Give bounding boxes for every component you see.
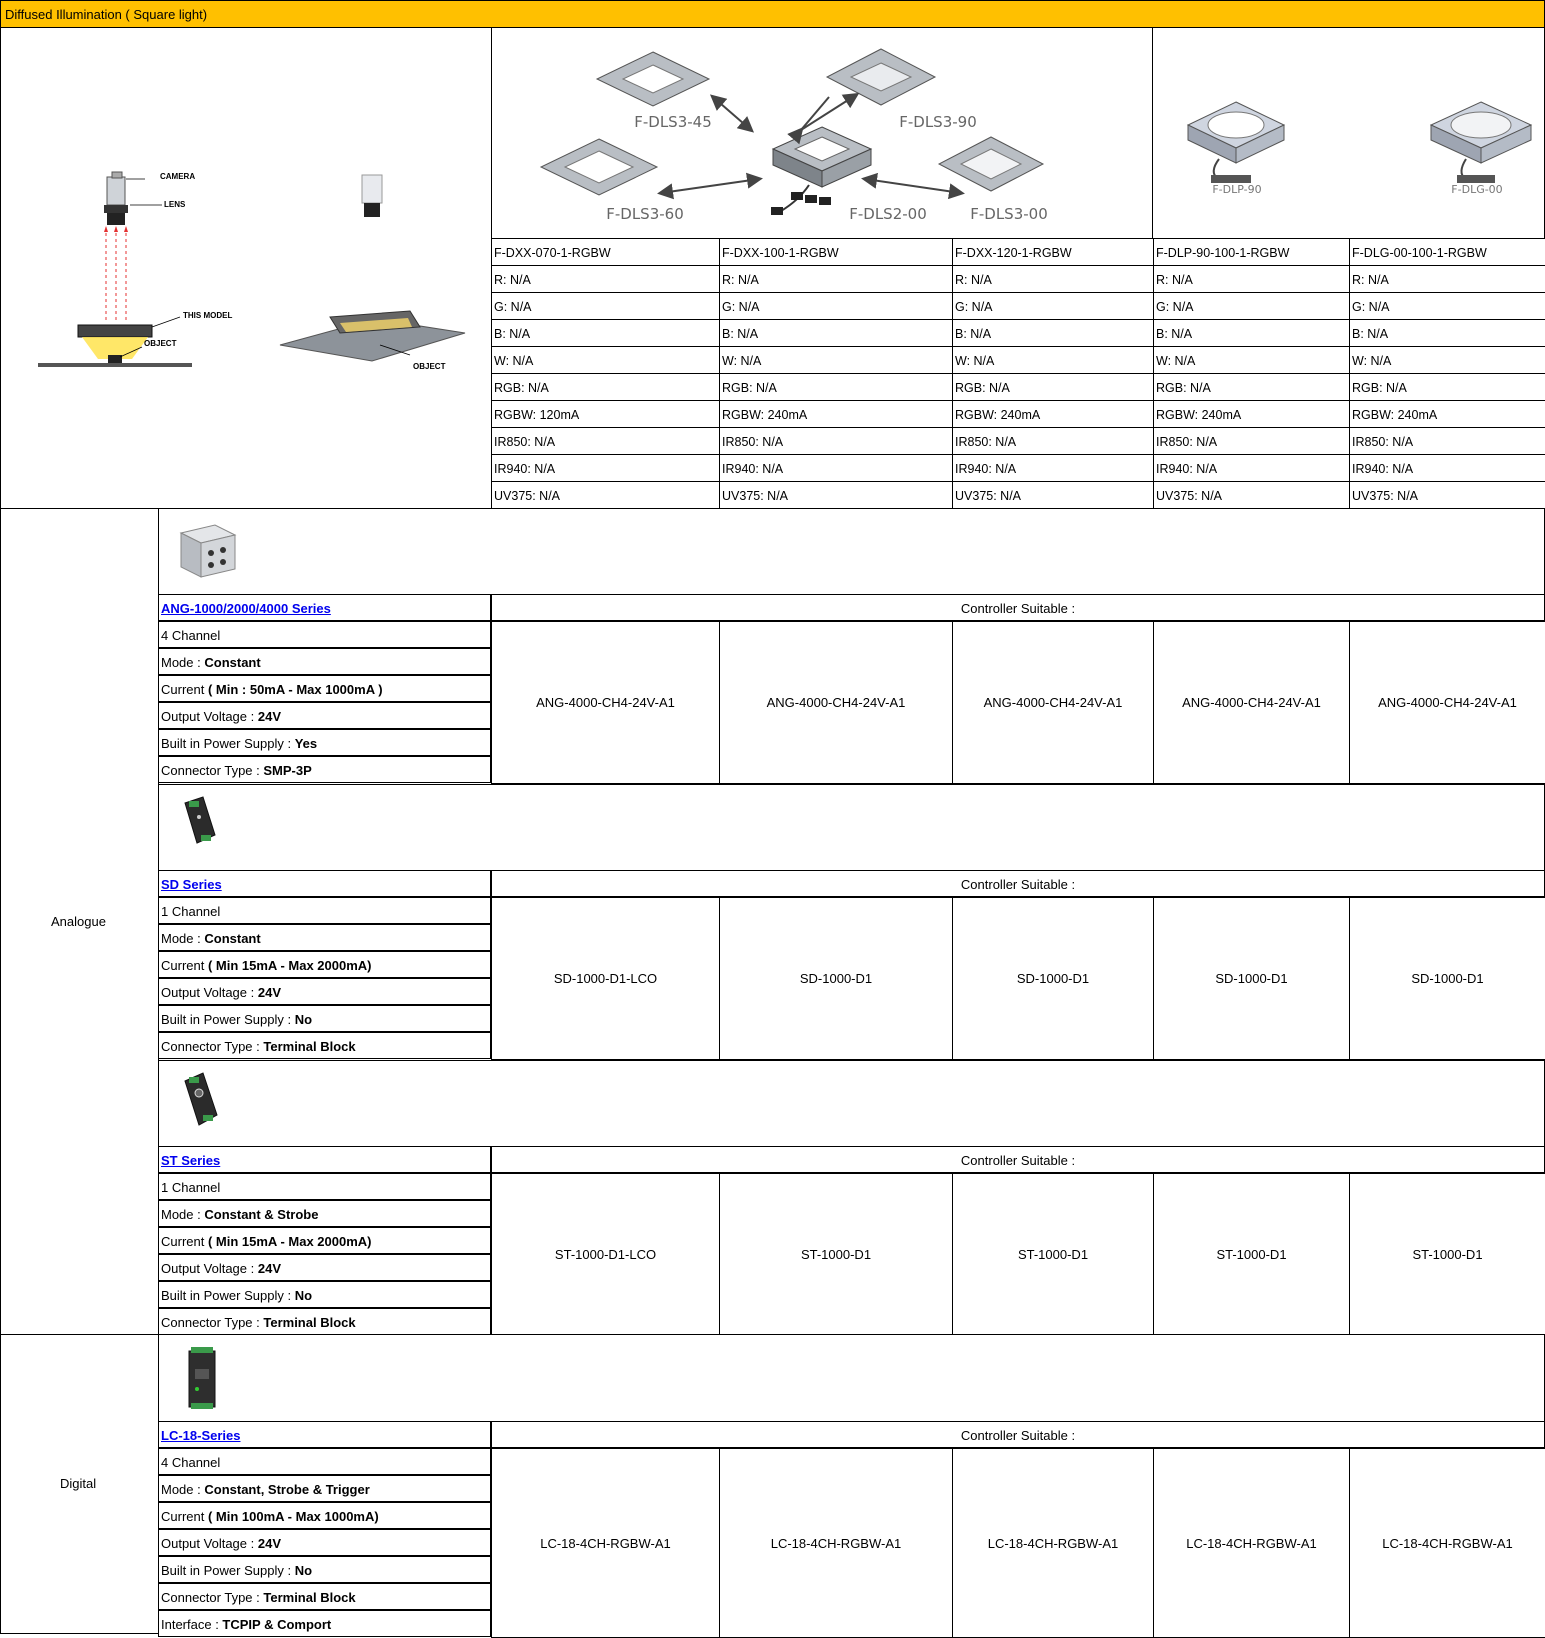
series-prop-label: Mode : bbox=[161, 655, 205, 670]
series-prop-value: 24V bbox=[257, 709, 281, 724]
spec-value-text: RGBW: 240mA bbox=[722, 408, 808, 422]
series-prop bbox=[161, 655, 261, 670]
spec-value-text: UV375: N/A bbox=[1352, 489, 1419, 503]
group-analogue-cell bbox=[0, 508, 159, 1335]
series-prop-label: Mode : bbox=[161, 931, 205, 946]
controller-model-text: SD-1000-D1 bbox=[1016, 971, 1090, 986]
spec-cell bbox=[1349, 427, 1545, 455]
spec-value-text: R: N/A bbox=[955, 273, 992, 287]
series-prop-value: Yes bbox=[294, 736, 318, 751]
spec-value-text: IR940: N/A bbox=[955, 462, 1017, 476]
controller-model-cell bbox=[1153, 621, 1350, 784]
controller-model-cell bbox=[1349, 897, 1545, 1060]
series-image-row bbox=[158, 1334, 1545, 1422]
series-prop-row bbox=[158, 1502, 491, 1529]
spec-cell bbox=[719, 454, 953, 482]
series-prop-label: Output Voltage : bbox=[161, 985, 258, 1000]
series-prop-value: ( Min 15mA - Max 2000mA) bbox=[207, 1234, 372, 1249]
spec-value-text: UV375: N/A bbox=[955, 489, 1022, 503]
group-label-digital: Digital bbox=[60, 1476, 97, 1491]
lens-icon bbox=[104, 205, 128, 213]
controller-suitable-label: Controller Suitable : bbox=[960, 601, 1076, 616]
spec-cell bbox=[1349, 346, 1545, 374]
spec-cell bbox=[1349, 265, 1545, 293]
series-link[interactable]: ANG-1000/2000/4000 Series bbox=[161, 601, 331, 616]
spec-value-text: RGBW: 120mA bbox=[494, 408, 580, 422]
diagram-label-this-model: THIS MODEL bbox=[183, 311, 233, 320]
controller-model-text: LC-18-4CH-RGBW-A1 bbox=[1382, 1535, 1513, 1551]
spec-value-text: IR850: N/A bbox=[1352, 435, 1414, 449]
series-prop bbox=[161, 931, 261, 946]
spec-cell bbox=[1153, 265, 1350, 293]
series-prop-value: Constant bbox=[204, 655, 261, 670]
spec-cell bbox=[491, 454, 720, 482]
spec-cell bbox=[719, 265, 953, 293]
controller-model-text: ST-1000-D1 bbox=[1216, 1247, 1287, 1262]
spec-value-text: IR940: N/A bbox=[722, 462, 784, 476]
spec-value-text: B: N/A bbox=[494, 327, 531, 341]
series-prop bbox=[161, 628, 220, 643]
series-prop-label: 4 Channel bbox=[161, 628, 221, 643]
controller-model-cell bbox=[952, 897, 1154, 1060]
controller-model-text: LC-18-4CH-RGBW-A1 bbox=[1186, 1535, 1317, 1551]
series-prop-value: No bbox=[294, 1288, 313, 1303]
controller-model-text: ST-1000-D1 bbox=[1412, 1247, 1483, 1262]
series-prop-label: 1 Channel bbox=[161, 1180, 221, 1195]
spec-value-text: RGBW: 240mA bbox=[1156, 408, 1242, 422]
controller-model-cell bbox=[719, 1448, 953, 1638]
series-prop bbox=[161, 958, 371, 973]
spec-value-text: R: N/A bbox=[722, 273, 759, 287]
series-image-row bbox=[158, 1060, 1545, 1147]
series-prop bbox=[161, 1482, 370, 1497]
spec-value-text: RGB: N/A bbox=[1352, 381, 1407, 395]
spec-value-text: IR850: N/A bbox=[494, 435, 556, 449]
spec-cell bbox=[1153, 346, 1350, 374]
spec-header-cell bbox=[491, 238, 720, 266]
controller-model-text: SD-1000-D1-LCO bbox=[553, 971, 658, 986]
series-prop bbox=[161, 1590, 356, 1605]
series-prop bbox=[161, 1261, 281, 1276]
spec-cell bbox=[952, 400, 1154, 428]
spec-value-text: W: N/A bbox=[955, 354, 995, 368]
spec-cell bbox=[719, 400, 953, 428]
spec-cell bbox=[719, 346, 953, 374]
series-prop-row bbox=[158, 1475, 491, 1502]
series-prop-value: No bbox=[294, 1012, 313, 1027]
series-prop-label: Built in Power Supply : bbox=[161, 736, 295, 751]
controller-model-text: SD-1000-D1 bbox=[799, 971, 873, 986]
f-dlg-00-image bbox=[1431, 102, 1531, 183]
series-prop bbox=[161, 1012, 312, 1027]
series-prop-value: No bbox=[294, 1563, 313, 1578]
series-prop-label: Output Voltage : bbox=[161, 1261, 258, 1276]
spec-value-text: B: N/A bbox=[1352, 327, 1389, 341]
series-link[interactable]: SD Series bbox=[161, 877, 222, 892]
series-prop-row bbox=[158, 1254, 491, 1281]
series-prop-row bbox=[158, 1448, 491, 1475]
spec-value-text: G: N/A bbox=[1156, 300, 1194, 314]
controller-model-cell bbox=[1349, 1448, 1545, 1638]
series-prop bbox=[161, 1455, 220, 1470]
series-prop-label: 1 Channel bbox=[161, 904, 221, 919]
spec-value-text: R: N/A bbox=[1352, 273, 1389, 287]
controller-model-cell bbox=[491, 621, 720, 784]
series-prop-row bbox=[158, 1281, 491, 1308]
series-prop-row bbox=[158, 1583, 491, 1610]
spec-header-cell bbox=[952, 238, 1154, 266]
controller-model-cell bbox=[719, 1173, 953, 1336]
label-f-dlp-90: F-DLP-90 bbox=[1212, 183, 1262, 196]
series-prop-row bbox=[158, 648, 491, 675]
spec-cell bbox=[719, 292, 953, 320]
series-prop-label: Built in Power Supply : bbox=[161, 1288, 295, 1303]
series-prop-label: Current bbox=[161, 682, 208, 697]
series-prop-label: Built in Power Supply : bbox=[161, 1563, 295, 1578]
spec-value-text: IR850: N/A bbox=[955, 435, 1017, 449]
series-prop bbox=[161, 682, 383, 697]
f-dls3-00-image bbox=[939, 137, 1043, 191]
spec-header-text: F-DXX-120-1-RGBW bbox=[955, 246, 1072, 260]
spec-cell bbox=[719, 373, 953, 401]
spec-cell bbox=[1349, 400, 1545, 428]
spec-header-cell bbox=[1153, 238, 1350, 266]
diagram-label-lens: LENS bbox=[164, 200, 186, 209]
series-prop-label: Connector Type : bbox=[161, 1315, 264, 1330]
label-f-dlg-00: F-DLG-00 bbox=[1451, 183, 1503, 196]
series-prop-row bbox=[158, 897, 491, 924]
series-prop-label: Interface : bbox=[161, 1617, 223, 1632]
controller-model-cell bbox=[1153, 897, 1350, 1060]
series-prop-row bbox=[158, 978, 491, 1005]
spec-header-cell bbox=[1349, 238, 1545, 266]
controller-ang-icon bbox=[175, 519, 239, 586]
controller-model-cell bbox=[952, 621, 1154, 784]
series-prop-label: Mode : bbox=[161, 1482, 205, 1497]
spec-cell bbox=[952, 292, 1154, 320]
controller-model-cell bbox=[491, 1173, 720, 1336]
spec-header-text: F-DLP-90-100-1-RGBW bbox=[1156, 246, 1290, 260]
series-prop bbox=[161, 1315, 356, 1330]
spec-cell bbox=[1349, 373, 1545, 401]
spec-value-text: RGBW: 240mA bbox=[1352, 408, 1438, 422]
series-prop-label: Current bbox=[161, 1509, 208, 1524]
series-name-row bbox=[158, 870, 491, 897]
spec-cell bbox=[1349, 319, 1545, 347]
series-prop-row bbox=[158, 729, 491, 756]
spec-value-text: B: N/A bbox=[955, 327, 992, 341]
series-prop bbox=[161, 1563, 312, 1578]
controller-model-text: SD-1000-D1 bbox=[1215, 971, 1288, 986]
spec-cell bbox=[491, 427, 720, 455]
spec-cell bbox=[952, 481, 1154, 509]
series-prop-row bbox=[158, 1173, 491, 1200]
series-prop bbox=[161, 985, 281, 1000]
series-prop-value: SMP-3P bbox=[263, 763, 312, 778]
spec-value-text: W: N/A bbox=[722, 354, 762, 368]
controller-model-text: ST-1000-D1 bbox=[1017, 1247, 1089, 1262]
spec-value-text: R: N/A bbox=[1156, 273, 1193, 287]
series-prop-row bbox=[158, 1610, 491, 1637]
controller-model-text: ANG-4000-CH4-24V-A1 bbox=[536, 695, 675, 710]
spec-cell bbox=[952, 454, 1154, 482]
sheet-title-bar bbox=[0, 0, 1545, 28]
spec-value-text: W: N/A bbox=[1156, 354, 1196, 368]
controller-suitable-header bbox=[491, 1421, 1545, 1448]
series-prop-row bbox=[158, 1556, 491, 1583]
spec-value-text: IR850: N/A bbox=[1156, 435, 1218, 449]
series-prop bbox=[161, 1234, 371, 1249]
series-prop bbox=[161, 709, 281, 724]
controller-model-text: ANG-4000-CH4-24V-A1 bbox=[1182, 695, 1321, 710]
series-prop-value: ( Min 100mA - Max 1000mA) bbox=[207, 1509, 379, 1524]
series-prop-row bbox=[158, 1005, 491, 1032]
series-prop bbox=[161, 904, 220, 919]
series-prop-label: Current bbox=[161, 958, 208, 973]
series-prop-value: 24V bbox=[257, 1536, 281, 1551]
series-prop-label: Connector Type : bbox=[161, 763, 264, 778]
spec-value-text: IR940: N/A bbox=[1352, 462, 1414, 476]
group-label-analogue: Analogue bbox=[51, 914, 106, 929]
series-prop-row bbox=[158, 924, 491, 951]
series-name-row bbox=[158, 1146, 491, 1173]
controller-model-cell bbox=[1349, 621, 1545, 784]
spec-cell bbox=[1349, 454, 1545, 482]
spec-cell bbox=[491, 346, 720, 374]
series-prop-label: Mode : bbox=[161, 1207, 205, 1222]
series-prop-value: Constant & Strobe bbox=[204, 1207, 319, 1222]
controller-model-text: ANG-4000-CH4-24V-A1 bbox=[983, 695, 1123, 710]
series-prop-row bbox=[158, 756, 491, 783]
series-prop-label: Connector Type : bbox=[161, 1590, 264, 1605]
spec-cell bbox=[1153, 454, 1350, 482]
spec-value-text: UV375: N/A bbox=[722, 489, 789, 503]
spec-value-text: RGB: N/A bbox=[494, 381, 549, 395]
series-prop-value: Terminal Block bbox=[263, 1315, 356, 1330]
spec-cell bbox=[719, 319, 953, 347]
series-prop-label: Output Voltage : bbox=[161, 1536, 258, 1551]
series-prop bbox=[161, 1180, 220, 1195]
spec-cell bbox=[1153, 427, 1350, 455]
series-prop-value: Terminal Block bbox=[263, 1590, 356, 1605]
spec-value-text: G: N/A bbox=[494, 300, 532, 314]
spec-cell bbox=[952, 373, 1154, 401]
spec-value-text: G: N/A bbox=[955, 300, 993, 314]
spec-value-text: UV375: N/A bbox=[1156, 489, 1223, 503]
series-prop bbox=[161, 1288, 312, 1303]
controller-model-cell bbox=[491, 1448, 720, 1638]
series-prop-row bbox=[158, 1200, 491, 1227]
sheet-title: Diffused Illumination ( Square light) bbox=[5, 7, 208, 22]
series-prop-value: Constant bbox=[204, 931, 261, 946]
spec-cell bbox=[719, 481, 953, 509]
series-prop-row bbox=[158, 621, 491, 648]
f-dls3-60-image bbox=[541, 139, 657, 195]
spec-cell bbox=[491, 373, 720, 401]
series-prop-row bbox=[158, 702, 491, 729]
controller-model-cell bbox=[952, 1448, 1154, 1638]
spec-value-text: RGB: N/A bbox=[955, 381, 1010, 395]
spec-cell bbox=[491, 319, 720, 347]
spec-cell bbox=[719, 427, 953, 455]
controller-model-text: ANG-4000-CH4-24V-A1 bbox=[1378, 695, 1517, 710]
series-prop-value: Constant, Strobe & Trigger bbox=[204, 1482, 370, 1497]
series-prop bbox=[161, 1509, 379, 1524]
controller-st-icon bbox=[175, 1071, 225, 1134]
series-prop-row bbox=[158, 951, 491, 978]
controller-model-cell bbox=[1153, 1448, 1350, 1638]
controller-suitable-label: Controller Suitable : bbox=[960, 1153, 1076, 1168]
spec-cell bbox=[491, 292, 720, 320]
spec-value-text: B: N/A bbox=[1156, 327, 1193, 341]
controller-model-cell bbox=[719, 897, 953, 1060]
series-name-row bbox=[158, 594, 491, 621]
spec-value-text: R: N/A bbox=[494, 273, 531, 287]
label-f-dls3-60: F-DLS3-60 bbox=[606, 205, 684, 223]
series-prop bbox=[161, 763, 312, 778]
spec-cell bbox=[491, 400, 720, 428]
spec-cell bbox=[1153, 319, 1350, 347]
controller-model-text: LC-18-4CH-RGBW-A1 bbox=[987, 1535, 1119, 1551]
spec-value-text: W: N/A bbox=[1352, 354, 1392, 368]
series-link[interactable]: ST Series bbox=[161, 1153, 221, 1168]
series-prop bbox=[161, 1617, 331, 1632]
spec-cell bbox=[952, 427, 1154, 455]
controller-lc-icon bbox=[183, 1345, 223, 1414]
controller-model-text: ANG-4000-CH4-24V-A1 bbox=[766, 695, 906, 710]
product-images bbox=[491, 27, 1545, 239]
series-prop-row bbox=[158, 1227, 491, 1254]
diagram-label-camera: CAMERA bbox=[160, 172, 196, 181]
spec-value-text: RGB: N/A bbox=[722, 381, 777, 395]
controller-model-cell bbox=[719, 621, 953, 784]
camera-icon bbox=[107, 177, 125, 205]
series-image-row bbox=[158, 784, 1545, 871]
controller-model-text: SD-1000-D1 bbox=[1411, 971, 1484, 986]
series-prop bbox=[161, 736, 317, 751]
spec-header-cell bbox=[719, 238, 953, 266]
spec-cell bbox=[952, 346, 1154, 374]
series-name-row bbox=[158, 1421, 491, 1448]
spec-cell bbox=[1153, 400, 1350, 428]
controller-model-cell bbox=[491, 897, 720, 1060]
f-dlp-90-image bbox=[1188, 102, 1284, 183]
diagram-label-object: OBJECT bbox=[144, 339, 177, 348]
series-prop-value: TCPIP & Comport bbox=[222, 1617, 332, 1632]
controller-model-text: ST-1000-D1 bbox=[800, 1247, 872, 1262]
illumination-diagram bbox=[0, 27, 490, 507]
series-prop bbox=[161, 1039, 356, 1054]
light-model-icon bbox=[78, 325, 152, 337]
spec-value-text: G: N/A bbox=[1352, 300, 1390, 314]
spec-value-text: UV375: N/A bbox=[494, 489, 561, 503]
spec-value-text: IR940: N/A bbox=[494, 462, 556, 476]
spec-value-text: B: N/A bbox=[722, 327, 759, 341]
series-prop bbox=[161, 1536, 281, 1551]
spec-header-text: F-DXX-100-1-RGBW bbox=[722, 246, 839, 260]
controller-suitable-label: Controller Suitable : bbox=[960, 877, 1076, 892]
spec-value-text: IR850: N/A bbox=[722, 435, 784, 449]
spec-cell bbox=[491, 481, 720, 509]
series-link[interactable]: LC-18-Series bbox=[161, 1428, 241, 1443]
controller-model-text: LC-18-4CH-RGBW-A1 bbox=[770, 1535, 902, 1551]
series-prop-value: 24V bbox=[257, 1261, 281, 1276]
series-prop-row bbox=[158, 1529, 491, 1556]
spec-cell bbox=[1153, 292, 1350, 320]
spec-cell bbox=[1153, 373, 1350, 401]
series-prop-value: ( Min 15mA - Max 2000mA) bbox=[207, 958, 372, 973]
series-prop-value: 24V bbox=[257, 985, 281, 1000]
spec-header-text: F-DLG-00-100-1-RGBW bbox=[1352, 246, 1487, 260]
spec-cell bbox=[952, 265, 1154, 293]
spec-value-text: RGBW: 240mA bbox=[955, 408, 1041, 422]
spec-value-text: RGB: N/A bbox=[1156, 381, 1211, 395]
series-prop-row bbox=[158, 675, 491, 702]
controller-model-cell bbox=[1153, 1173, 1350, 1336]
series-prop bbox=[161, 1207, 318, 1222]
camera-small-icon bbox=[362, 175, 382, 203]
series-prop-value: Terminal Block bbox=[263, 1039, 356, 1054]
f-dls3-45-image bbox=[597, 52, 709, 106]
controller-suitable-header bbox=[491, 1146, 1545, 1173]
series-prop-label: Built in Power Supply : bbox=[161, 1012, 295, 1027]
controller-suitable-label: Controller Suitable : bbox=[960, 1428, 1076, 1443]
series-prop-value: ( Min : 50mA - Max 1000mA ) bbox=[207, 682, 383, 697]
spec-value-text: IR940: N/A bbox=[1156, 462, 1218, 476]
series-prop-label: Current bbox=[161, 1234, 208, 1249]
controller-model-cell bbox=[1349, 1173, 1545, 1336]
spec-header-text: F-DXX-070-1-RGBW bbox=[494, 246, 611, 260]
series-prop-row bbox=[158, 1308, 491, 1335]
controller-model-text: ST-1000-D1-LCO bbox=[554, 1247, 657, 1262]
spec-cell bbox=[1349, 481, 1545, 509]
label-f-dls2-00: F-DLS2-00 bbox=[849, 205, 927, 223]
spec-value-text: G: N/A bbox=[722, 300, 760, 314]
controller-model-cell bbox=[952, 1173, 1154, 1336]
spec-cell bbox=[1349, 292, 1545, 320]
controller-suitable-header bbox=[491, 594, 1545, 621]
label-f-dls3-45: F-DLS3-45 bbox=[634, 113, 712, 131]
label-f-dls3-90: F-DLS3-90 bbox=[899, 113, 977, 131]
series-image-row bbox=[158, 508, 1545, 595]
label-f-dls3-00: F-DLS3-00 bbox=[970, 205, 1048, 223]
controller-suitable-header bbox=[491, 870, 1545, 897]
f-dls3-90-image bbox=[827, 49, 935, 105]
group-digital-cell bbox=[0, 1334, 159, 1634]
series-prop-row bbox=[158, 1032, 491, 1059]
spec-cell bbox=[952, 319, 1154, 347]
spec-value-text: W: N/A bbox=[494, 354, 534, 368]
spec-cell bbox=[491, 265, 720, 293]
diagram-label-object-2: OBJECT bbox=[413, 362, 446, 371]
series-prop-label: 4 Channel bbox=[161, 1455, 221, 1470]
f-dls2-00-image bbox=[771, 127, 871, 215]
spec-cell bbox=[1153, 481, 1350, 509]
controller-model-text: LC-18-4CH-RGBW-A1 bbox=[540, 1535, 671, 1551]
controller-sd-icon bbox=[175, 795, 225, 854]
series-prop-label: Connector Type : bbox=[161, 1039, 264, 1054]
series-prop-label: Output Voltage : bbox=[161, 709, 258, 724]
